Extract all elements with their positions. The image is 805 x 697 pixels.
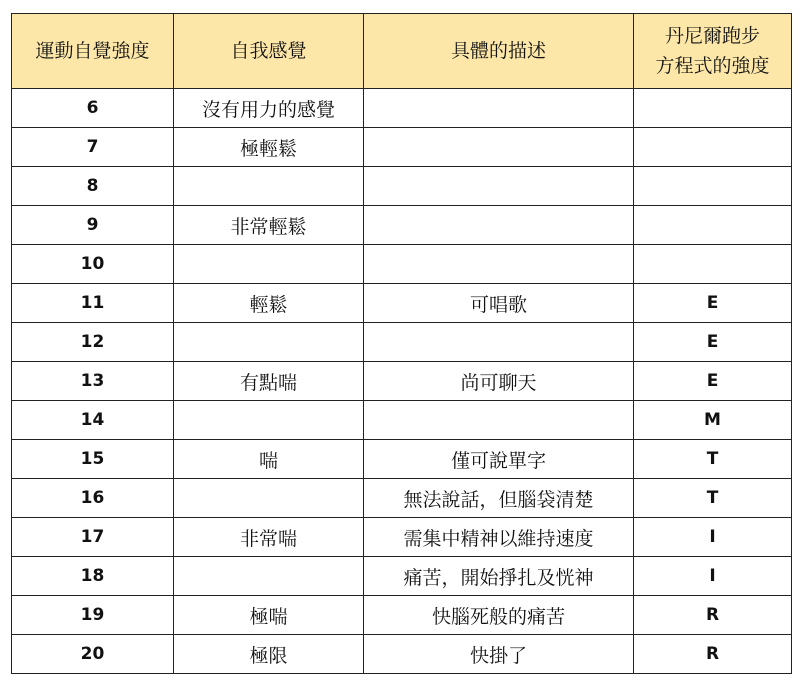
intensity-cell: R [634,596,792,635]
table-row [12,635,792,674]
rpe-cell: 15 [12,440,174,479]
table-row [12,557,792,596]
rpe-cell: 7 [12,128,174,167]
table-row [12,206,792,245]
feeling-cell: 喘 [174,440,364,479]
description-cell [364,89,634,128]
table-row [12,284,792,323]
header-description: 具體的描述 [364,14,634,89]
feeling-cell [174,557,364,596]
feeling-cell: 極限 [174,635,364,674]
table-row [12,128,792,167]
intensity-cell [634,89,792,128]
table-row [12,440,792,479]
rpe-cell: 11 [12,284,174,323]
intensity-cell [634,167,792,206]
feeling-cell: 沒有用力的感覺 [174,89,364,128]
description-cell [364,245,634,284]
table-row [12,167,792,206]
feeling-cell: 極輕鬆 [174,128,364,167]
feeling-cell: 極喘 [174,596,364,635]
rpe-cell: 10 [12,245,174,284]
rpe-cell: 12 [12,323,174,362]
table-row [12,323,792,362]
intensity-cell: I [634,557,792,596]
intensity-cell: E [634,284,792,323]
table-row [12,245,792,284]
rpe-cell: 17 [12,518,174,557]
rpe-cell: 16 [12,479,174,518]
intensity-cell: T [634,479,792,518]
feeling-cell: 輕鬆 [174,284,364,323]
description-cell: 痛苦，開始掙扎及恍神 [364,557,634,596]
feeling-cell [174,479,364,518]
description-cell: 僅可說單字 [364,440,634,479]
table-body [12,89,792,674]
intensity-cell: I [634,518,792,557]
rpe-cell: 18 [12,557,174,596]
intensity-cell: M [634,401,792,440]
description-cell: 快腦死般的痛苦 [364,596,634,635]
feeling-cell [174,245,364,284]
description-cell [364,128,634,167]
header-rpe: 運動自覺強度 [12,14,174,89]
intensity-cell [634,206,792,245]
intensity-cell: E [634,362,792,401]
feeling-cell [174,167,364,206]
header-feeling: 自我感覺 [174,14,364,89]
description-cell: 可唱歌 [364,284,634,323]
rpe-table [11,13,792,674]
header-intensity-line-2: 方程式的強度 [655,55,770,77]
rpe-cell: 14 [12,401,174,440]
rpe-cell: 8 [12,167,174,206]
table-row [12,479,792,518]
table-row [12,596,792,635]
rpe-cell: 6 [12,89,174,128]
description-cell [364,323,634,362]
rpe-cell: 20 [12,635,174,674]
intensity-cell [634,128,792,167]
description-cell [364,401,634,440]
intensity-cell [634,245,792,284]
rpe-cell: 9 [12,206,174,245]
description-cell [364,167,634,206]
table-row [12,362,792,401]
description-cell: 無法說話，但腦袋清楚 [364,479,634,518]
feeling-cell: 非常輕鬆 [174,206,364,245]
intensity-cell: R [634,635,792,674]
description-cell: 需集中精神以維持速度 [364,518,634,557]
header-intensity [634,14,792,89]
table-row [12,89,792,128]
table-header-row [12,14,792,89]
rpe-cell: 13 [12,362,174,401]
intensity-cell: T [634,440,792,479]
intensity-cell: E [634,323,792,362]
feeling-cell [174,401,364,440]
description-cell: 快掛了 [364,635,634,674]
table-row [12,518,792,557]
header-intensity-line-1: 丹尼爾跑步 [664,25,760,47]
description-cell [364,206,634,245]
table-row [12,401,792,440]
feeling-cell: 非常喘 [174,518,364,557]
feeling-cell: 有點喘 [174,362,364,401]
feeling-cell [174,323,364,362]
description-cell: 尚可聊天 [364,362,634,401]
rpe-cell: 19 [12,596,174,635]
